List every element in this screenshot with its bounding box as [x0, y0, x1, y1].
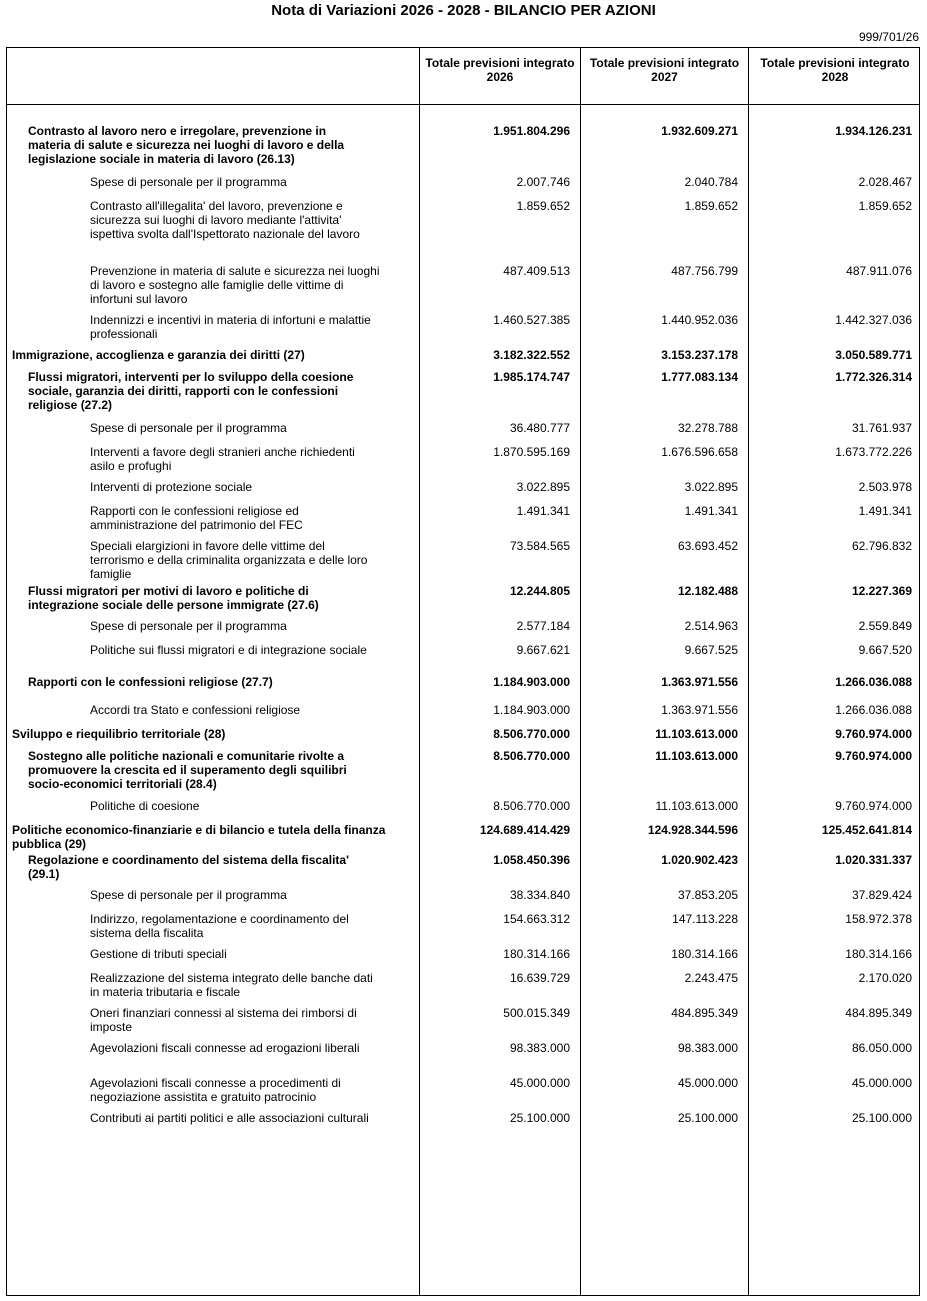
- value-2027: 2.514.963: [684, 619, 738, 633]
- value-2027: 1.363.971.556: [661, 703, 738, 717]
- row-label: Realizzazione del sistema integrato delle banche dati in materia tributaria e fiscale: [90, 971, 373, 999]
- value-2026: 73.584.565: [509, 539, 570, 553]
- value-2026: 8.506.770.000: [493, 749, 570, 763]
- value-2027: 63.693.452: [677, 539, 738, 553]
- row-label: Interventi a favore degli stranieri anche richiedenti asilo e profughi: [90, 445, 355, 473]
- value-2027: 12.182.488: [677, 584, 738, 598]
- value-2027: 25.100.000: [677, 1111, 738, 1125]
- row-label: Rapporti con le confessioni religiose ed amministrazione del patrimonio del FEC: [90, 504, 303, 532]
- value-2028: 2.559.849: [858, 619, 912, 633]
- value-2028: 9.760.974.000: [835, 727, 912, 741]
- value-2026: 45.000.000: [509, 1076, 570, 1090]
- value-2028: 158.972.378: [845, 912, 912, 926]
- value-2028: 180.314.166: [845, 947, 912, 961]
- value-2027: 1.777.083.134: [661, 370, 738, 384]
- row-label: Politiche di coesione: [90, 799, 200, 813]
- value-2028: 3.050.589.771: [835, 348, 912, 362]
- value-2027: 1.363.971.556: [661, 675, 738, 689]
- value-2026: 1.859.652: [516, 199, 570, 213]
- value-2027: 1.676.596.658: [661, 445, 738, 459]
- value-2027: 3.022.895: [684, 480, 738, 494]
- page-title: Nota di Variazioni 2026 - 2028 - BILANCIO PER AZIONI: [271, 2, 656, 19]
- value-2026: 9.667.621: [516, 643, 570, 657]
- column-header-2028: Totale previsioni integrato 2028: [760, 56, 910, 84]
- value-2026: 38.334.840: [509, 888, 570, 902]
- value-2027: 11.103.613.000: [655, 727, 738, 741]
- row-label: Spese di personale per il programma: [90, 619, 287, 633]
- row-label: Spese di personale per il programma: [90, 888, 287, 902]
- row-label: Spese di personale per il programma: [90, 175, 287, 189]
- value-2028: 2.503.978: [858, 480, 912, 494]
- value-2027: 11.103.613.000: [655, 799, 738, 813]
- value-2026: 16.639.729: [509, 971, 570, 985]
- value-2027: 2.040.784: [684, 175, 738, 189]
- row-label: Flussi migratori, interventi per lo sviluppo della coesione sociale, garanzia dei diritti, rapporti con le confessioni religiose (27.2): [28, 370, 354, 412]
- row-label: Agevolazioni fiscali connesse a procedimenti di negoziazione assistita e gratuito patrocinio: [90, 1076, 341, 1104]
- value-2028: 2.170.020: [858, 971, 912, 985]
- column-header-2027: Totale previsioni integrato 2027: [589, 56, 740, 84]
- row-label: Immigrazione, accoglienza e garanzia dei diritti (27): [12, 348, 305, 362]
- value-2028: 1.266.036.088: [835, 703, 912, 717]
- value-2026: 3.182.322.552: [493, 348, 570, 362]
- value-2026: 2.007.746: [516, 175, 570, 189]
- value-2028: 12.227.369: [851, 584, 912, 598]
- value-2028: 86.050.000: [851, 1041, 912, 1055]
- column-divider: [748, 48, 749, 1295]
- value-2028: 9.760.974.000: [835, 799, 912, 813]
- value-2026: 1.870.595.169: [493, 445, 570, 459]
- column-divider: [419, 48, 420, 1295]
- value-2026: 3.022.895: [516, 480, 570, 494]
- value-2027: 484.895.349: [671, 1006, 738, 1020]
- value-2028: 1.266.036.088: [835, 675, 912, 689]
- value-2026: 1.184.903.000: [493, 675, 570, 689]
- value-2027: 2.243.475: [684, 971, 738, 985]
- row-label: Sostegno alle politiche nazionali e comunitarie rivolte a promuovere la crescita ed il superamento degli squilibri socio-economici territoriali (28.4): [28, 749, 347, 791]
- value-2028: 2.028.467: [858, 175, 912, 189]
- budget-table: [6, 47, 920, 1296]
- row-label: Rapporti con le confessioni religiose (27.7): [28, 675, 273, 689]
- value-2026: 8.506.770.000: [493, 727, 570, 741]
- row-label: Contrasto all'illegalita' del lavoro, prevenzione e sicurezza sui luoghi di lavoro mediante l'attivita' ispettiva svolta dall'Ispettorato nazionale del lavoro: [90, 199, 360, 241]
- value-2026: 487.409.513: [503, 264, 570, 278]
- value-2028: 45.000.000: [851, 1076, 912, 1090]
- value-2027: 487.756.799: [671, 264, 738, 278]
- value-2028: 9.760.974.000: [835, 749, 912, 763]
- value-2028: 125.452.641.814: [821, 823, 912, 837]
- value-2027: 98.383.000: [677, 1041, 738, 1055]
- value-2027: 124.928.344.596: [647, 823, 738, 837]
- column-header-2026: Totale previsioni integrato 2026: [425, 56, 575, 84]
- row-label: Politiche sui flussi migratori e di integrazione sociale: [90, 643, 367, 657]
- column-divider: [580, 48, 581, 1295]
- value-2027: 1.440.952.036: [661, 313, 738, 327]
- value-2027: 147.113.228: [672, 912, 738, 926]
- value-2026: 500.015.349: [503, 1006, 570, 1020]
- value-2026: 1.951.804.296: [493, 124, 570, 138]
- row-label: Gestione di tributi speciali: [90, 947, 227, 961]
- value-2026: 124.689.414.429: [479, 823, 570, 837]
- value-2028: 484.895.349: [845, 1006, 912, 1020]
- row-label: Indirizzo, regolamentazione e coordinamento del sistema della fiscalita: [90, 912, 349, 940]
- value-2026: 1.491.341: [516, 504, 570, 518]
- value-2028: 1.859.652: [858, 199, 912, 213]
- value-2027: 32.278.788: [677, 421, 738, 435]
- value-2028: 62.796.832: [851, 539, 912, 553]
- value-2027: 1.859.652: [684, 199, 738, 213]
- value-2027: 1.491.341: [684, 504, 738, 518]
- row-label: Interventi di protezione sociale: [90, 480, 253, 494]
- value-2026: 1.058.450.396: [493, 853, 570, 867]
- value-2028: 1.934.126.231: [835, 124, 912, 138]
- row-label: Indennizzi e incentivi in materia di infortuni e malattie professionali: [90, 313, 371, 341]
- value-2028: 487.911.076: [846, 264, 912, 278]
- value-2026: 98.383.000: [509, 1041, 570, 1055]
- value-2026: 180.314.166: [503, 947, 570, 961]
- value-2028: 1.491.341: [858, 504, 912, 518]
- row-label: Contrasto al lavoro nero e irregolare, prevenzione in materia di salute e sicurezza nei luoghi di lavoro e della legislazione sociale in materia di lavoro (26.13): [28, 124, 345, 166]
- value-2028: 31.761.937: [851, 421, 912, 435]
- row-label: Accordi tra Stato e confessioni religiose: [90, 703, 301, 717]
- row-label: Oneri finanziari connessi al sistema dei rimborsi di imposte: [90, 1006, 357, 1034]
- value-2026: 2.577.184: [516, 619, 570, 633]
- row-label: Agevolazioni fiscali connesse ad erogazioni liberali: [90, 1041, 360, 1055]
- value-2028: 1.673.772.226: [835, 445, 912, 459]
- value-2026: 154.663.312: [503, 912, 570, 926]
- row-label: Spese di personale per il programma: [90, 421, 287, 435]
- row-label: Regolazione e coordinamento del sistema della fiscalita' (29.1): [28, 853, 349, 881]
- value-2026: 1.184.903.000: [493, 703, 570, 717]
- document-code: 999/701/26: [858, 30, 919, 44]
- row-label: Contributi ai partiti politici e alle associazioni culturali: [90, 1111, 369, 1125]
- value-2028: 9.667.520: [858, 643, 912, 657]
- row-label: Politiche economico-finanziarie e di bilancio e tutela della finanza pubblica (29): [12, 823, 386, 851]
- header-divider: [7, 104, 919, 105]
- row-label: Speciali elargizioni in favore delle vittime del terrorismo e della criminalita organizzata e delle loro famiglie: [90, 539, 368, 581]
- value-2026: 36.480.777: [509, 421, 570, 435]
- value-2027: 1.020.902.423: [661, 853, 738, 867]
- row-label: Flussi migratori per motivi di lavoro e politiche di integrazione sociale delle persone immigrate (27.6): [28, 584, 319, 612]
- value-2027: 37.853.205: [677, 888, 738, 902]
- value-2027: 1.932.609.271: [661, 124, 738, 138]
- value-2028: 1.020.331.337: [835, 853, 912, 867]
- value-2026: 1.985.174.747: [493, 370, 570, 384]
- row-label: Prevenzione in materia di salute e sicurezza nei luoghi di lavoro e sostegno alle famiglie delle vittime di infortuni sul lavoro: [90, 264, 380, 306]
- value-2027: 3.153.237.178: [661, 348, 738, 362]
- value-2028: 1.442.327.036: [835, 313, 912, 327]
- value-2027: 45.000.000: [677, 1076, 738, 1090]
- value-2026: 1.460.527.385: [493, 313, 570, 327]
- row-label: Sviluppo e riequilibrio territoriale (28): [12, 727, 226, 741]
- value-2027: 11.103.613.000: [655, 749, 738, 763]
- value-2027: 180.314.166: [671, 947, 738, 961]
- value-2027: 9.667.525: [684, 643, 738, 657]
- value-2026: 12.244.805: [509, 584, 570, 598]
- value-2026: 8.506.770.000: [493, 799, 570, 813]
- value-2028: 1.772.326.314: [835, 370, 912, 384]
- value-2028: 37.829.424: [851, 888, 912, 902]
- value-2028: 25.100.000: [851, 1111, 912, 1125]
- value-2026: 25.100.000: [509, 1111, 570, 1125]
